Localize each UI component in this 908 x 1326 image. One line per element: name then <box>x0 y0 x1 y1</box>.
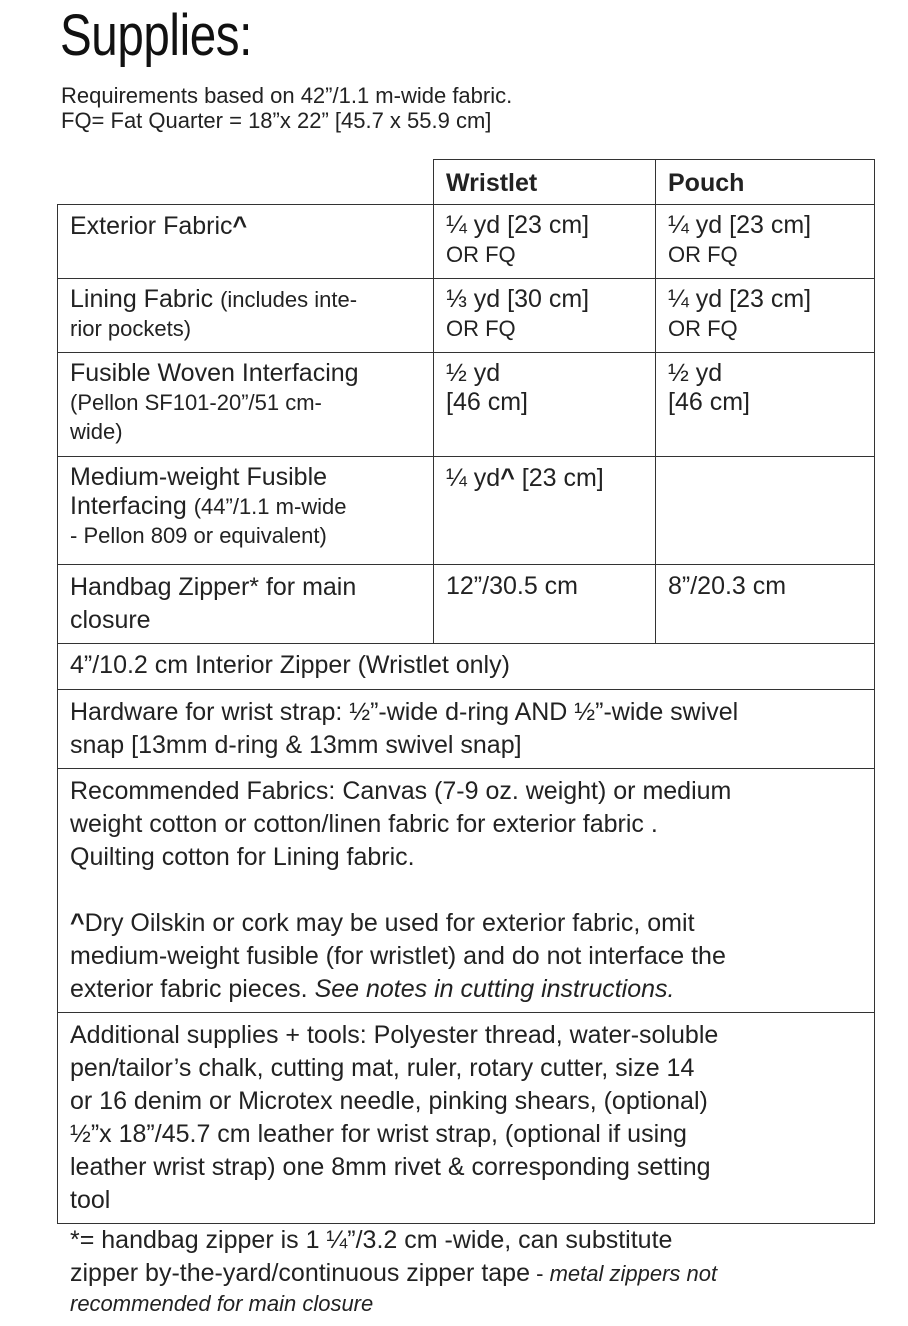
pouch-cell <box>656 205 875 279</box>
label-text: Exterior Fabric <box>70 212 233 240</box>
cell-text: ¼ yd <box>446 464 501 492</box>
label-line: closure <box>70 606 151 634</box>
footnote-line <box>70 1257 870 1290</box>
row-text: exterior fabric pieces. <box>70 975 308 1003</box>
pouch-cell <box>656 353 875 457</box>
label-text: Interfacing <box>70 492 187 520</box>
table-row-hardware <box>58 690 875 769</box>
table-row-medium-weight <box>58 457 875 565</box>
row-line: pen/tailor’s chalk, cutting mat, ruler, rotary cutter, size 14 <box>70 1054 695 1082</box>
wristlet-cell <box>434 457 656 565</box>
full-row-cell <box>58 690 875 769</box>
label-text: Fusible Woven Interfacing <box>70 359 359 387</box>
row-line: ½”x 18”/45.7 cm leather for wrist strap, (optional if using <box>70 1120 687 1148</box>
label-note-line: (Pellon SF101-20”/51 cm- <box>70 390 322 415</box>
table-row-lining-fabric <box>58 279 875 353</box>
full-row-cell <box>58 769 875 1013</box>
label-note-line: - Pellon 809 or equivalent) <box>70 523 327 548</box>
pouch-cell <box>656 279 875 353</box>
row-line: tool <box>70 1186 111 1214</box>
requirements-line-2: FQ= Fat Quarter = 18”x 22” [45.7 x 55.9 cm] <box>61 108 492 133</box>
row-label <box>58 279 434 353</box>
label-line: Handbag Zipper* for main <box>70 573 357 601</box>
full-row-cell: 4”/10.2 cm Interior Zipper (Wristlet only) <box>58 644 875 690</box>
row-line: Quilting cotton for Lining fabric. <box>70 843 415 871</box>
table-header-row <box>58 160 875 205</box>
label-note-line: wide) <box>70 419 123 444</box>
requirements-note <box>61 83 512 133</box>
cell-text: [23 cm] <box>514 464 604 492</box>
label-line <box>70 492 421 521</box>
header-pouch: Pouch <box>656 160 875 205</box>
label-note: (44”/1.1 m-wide <box>193 494 347 519</box>
table-row-fusible-woven <box>58 353 875 457</box>
cell-line: ⅓ yd [30 cm] <box>446 285 590 313</box>
cell-line: ¼ yd [23 cm] <box>668 211 812 239</box>
cell-line: ½ yd <box>446 359 501 387</box>
cell-line: OR FQ <box>446 242 516 267</box>
table-row-recommended-fabrics <box>58 769 875 1013</box>
wristlet-cell <box>434 353 656 457</box>
row-line: Additional supplies + tools: Polyester thread, water-soluble <box>70 1021 719 1049</box>
caret-mark: ^ <box>500 464 515 492</box>
footnote-text: zipper by-the-yard/continuous zipper tape <box>70 1259 530 1287</box>
label-text: Lining Fabric <box>70 285 214 313</box>
row-line: weight cotton or cotton/linen fabric for exterior fabric . <box>70 810 658 838</box>
pouch-cell: 8”/20.3 cm <box>656 565 875 644</box>
row-label <box>58 457 434 565</box>
row-label <box>58 353 434 457</box>
requirements-line-1: Requirements based on 42”/1.1 m-wide fabric. <box>61 83 513 108</box>
row-line: leather wrist strap) one 8mm rivet & corresponding setting <box>70 1153 711 1181</box>
row-label <box>58 205 434 279</box>
row-line: Recommended Fabrics: Canvas (7-9 oz. weight) or medium <box>70 777 732 805</box>
cell-line: [46 cm] <box>446 388 528 416</box>
table-row-handbag-zipper <box>58 565 875 644</box>
caret-mark: ^ <box>232 212 248 240</box>
header-empty-cell <box>58 160 434 205</box>
cell-line: [46 cm] <box>668 388 750 416</box>
cell-line: ¼ yd [23 cm] <box>668 285 812 313</box>
cell-line: OR FQ <box>668 316 738 341</box>
label-note-line: rior pockets) <box>70 316 192 341</box>
row-line: Hardware for wrist strap: ½”-wide d-ring AND ½”-wide swivel <box>70 698 739 726</box>
cell-line: ½ yd <box>668 359 723 387</box>
row-line <box>70 973 862 1006</box>
row-text: Dry Oilskin or cork may be used for exterior fabric, omit <box>84 909 695 937</box>
footnote-italic: metal zippers not <box>549 1261 718 1286</box>
label-note: (includes inte- <box>220 287 358 312</box>
footnote-line: recommended for main closure <box>70 1291 374 1316</box>
pouch-cell-empty <box>656 457 875 565</box>
cell-line: OR FQ <box>446 316 516 341</box>
wristlet-cell <box>434 205 656 279</box>
label-text: Medium-weight Fusible <box>70 463 328 491</box>
wristlet-cell: 12”/30.5 cm <box>434 565 656 644</box>
footnote <box>70 1224 870 1317</box>
table-row-exterior-fabric <box>58 205 875 279</box>
wristlet-cell <box>434 279 656 353</box>
row-line: medium-weight fusible (for wristlet) and do not interface the <box>70 942 726 970</box>
row-label <box>58 565 434 644</box>
row-line: or 16 denim or Microtex needle, pinking shears, (optional) <box>70 1087 708 1115</box>
footnote-line: *= handbag zipper is 1 ¼”/3.2 cm -wide, can substitute <box>70 1226 673 1254</box>
full-row-cell <box>58 1013 875 1224</box>
row-italic-note: See notes in cutting instructions. <box>314 975 675 1003</box>
table-row-interior-zipper <box>58 644 875 690</box>
table-row-additional-supplies <box>58 1013 875 1224</box>
caret-mark: ^ <box>70 909 85 937</box>
row-line <box>70 907 862 940</box>
header-wristlet: Wristlet <box>434 160 656 205</box>
page-title: Supplies: <box>60 3 252 68</box>
label-line <box>70 285 421 314</box>
cell-line: OR FQ <box>668 242 738 267</box>
supplies-table <box>57 159 875 1224</box>
row-line: snap [13mm d-ring & 13mm swivel snap] <box>70 731 522 759</box>
footnote-separator: - <box>530 1261 550 1286</box>
cell-line: ¼ yd [23 cm] <box>446 211 590 239</box>
